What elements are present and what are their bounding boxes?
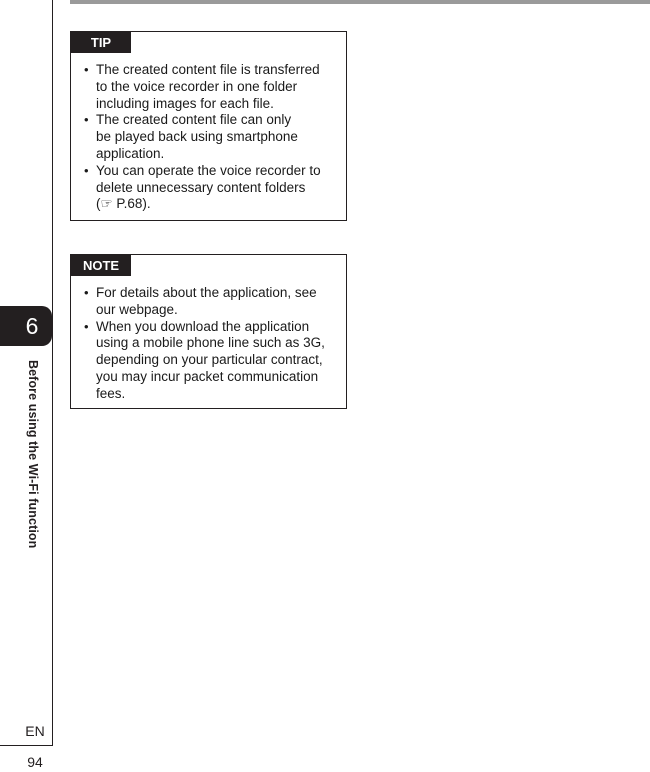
list-item-line: using a mobile phone line such as 3G, [96,335,325,351]
header-rule [70,0,650,4]
list-item-line: our webpage. [96,301,178,317]
list-item-line: you may incur packet communication [96,368,319,384]
note-label: NOTE [71,255,131,276]
list-item-line: • For details about the application, see [96,285,317,300]
note-list [85,285,335,403]
tip-label: TIP [71,32,131,53]
list-item-line: be played back using smartphone [96,129,298,145]
note-box [70,254,347,409]
chapter-title: Before using the Wi-Fi function [26,360,40,549]
list-item [85,319,335,403]
tip-box [70,31,347,221]
page-number: 94 [27,754,43,770]
page-reference-link[interactable]: (☞ P.68). [96,196,151,212]
list-item-line: depending on your particular contract, [96,352,323,368]
list-item-line: • The created content file is transferred [96,62,320,77]
chapter-number-tab: 6 [0,306,52,346]
tip-list [85,62,335,213]
list-item-line: application. [96,145,165,161]
footer-rule [0,745,52,746]
margin-rule [52,0,53,746]
list-item-line: • You can operate the voice recorder to [96,162,321,178]
list-item [85,62,335,112]
list-item [85,285,335,319]
list-item-line: delete unnecessary content folders [96,179,306,195]
list-item [85,163,335,213]
language-code: EN [25,723,45,739]
list-item-line: • The created content file can only [96,112,292,128]
list-item [85,112,335,162]
list-item-line: to the voice recorder in one folder [96,78,298,94]
list-item-line: fees. [96,385,126,401]
list-item-line: including images for each file. [96,95,274,111]
list-item-line: • When you download the application [96,318,310,334]
